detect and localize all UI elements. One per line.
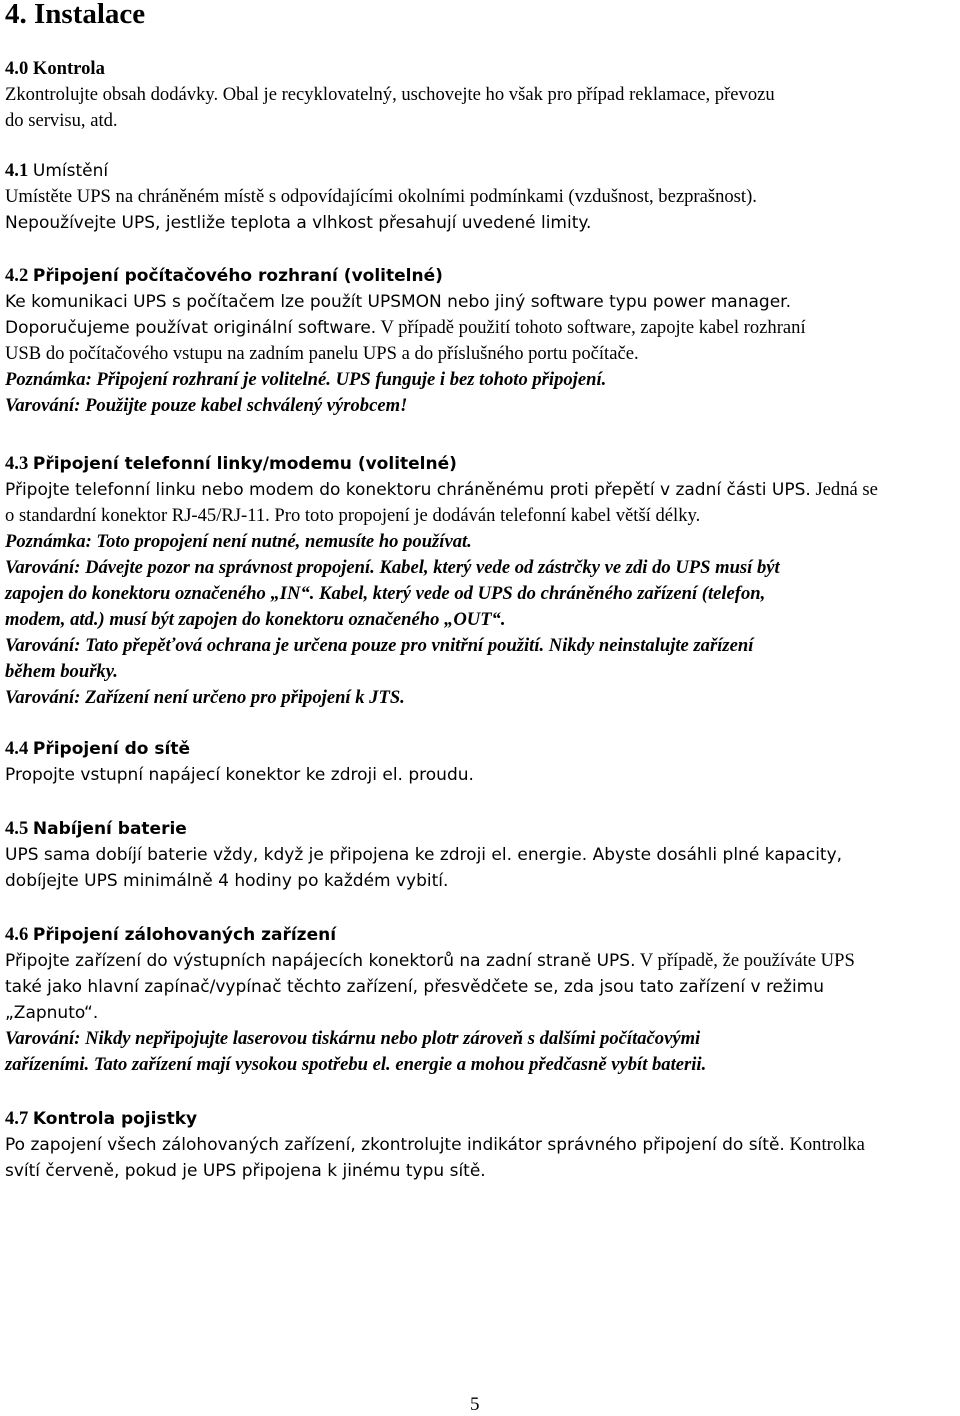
note-line: Poznámka: Připojení rozhraní je volitelné. UPS funguje i bez tohoto připojení.: [5, 369, 607, 390]
paragraph-line: Propojte vstupní napájecí konektor ke zdroji el. proudu.: [5, 765, 474, 785]
section-4-5: [5, 816, 957, 894]
section-4-3: [5, 451, 957, 711]
paragraph-line: svítí červeně, pokud je UPS připojena k jinému typu sítě.: [5, 1161, 486, 1181]
paragraph-line: Umístěte UPS na chráněném místě s odpovídajícími okolními podmínkami (vzdušnost, bezprašnost).: [5, 186, 757, 207]
section-heading: 4.7 Kontrola pojistky: [5, 1108, 198, 1129]
section-heading: 4.5 Nabíjení baterie: [5, 818, 187, 839]
section-heading: 4.1 Umístění: [5, 160, 109, 181]
warning-line: Varování: Zařízení není určeno pro připojení k JTS.: [5, 687, 405, 708]
section-4-4: [5, 736, 957, 788]
warning-line: zapojen do konektoru označeného „IN“. Kabel, který vede od UPS do chráněného zařízení (telefon,: [5, 583, 766, 604]
note-line: Poznámka: Toto propojení není nutné, nemusíte ho používat.: [5, 531, 472, 552]
paragraph-line: Doporučujeme používat originální software. V případě použití tohoto software, zapojte kabel rozhraní: [5, 317, 806, 338]
paragraph-line: Ke komunikaci UPS s počítačem lze použít UPSMON nebo jiný software typu power manager.: [5, 292, 792, 312]
paragraph-line: o standardní konektor RJ-45/RJ-11. Pro toto propojení je dodáván telefonní kabel větší délky.: [5, 505, 701, 526]
warning-line: Varování: Nikdy nepřipojujte laserovou tiskárnu nebo plotr zároveň s dalšími počítačovými: [5, 1028, 701, 1049]
paragraph-line: také jako hlavní zapínač/vypínač těchto zařízení, přesvědčete se, zda jsou tato zařízení v režimu: [5, 977, 824, 997]
warning-line: Varování: Tato přepěťová ochrana je určena pouze pro vnitřní použití. Nikdy neinstalujte zařízení: [5, 635, 754, 656]
section-4-1: [5, 158, 957, 236]
warning-line: během bouřky.: [5, 661, 118, 682]
page-number: 5: [470, 1394, 480, 1415]
section-4-2: [5, 263, 957, 419]
warning-line: modem, atd.) musí být zapojen do konektoru označeného „OUT“.: [5, 609, 506, 630]
warning-line: Varování: Použijte pouze kabel schválený výrobcem!: [5, 395, 408, 416]
page-title: 4. Instalace: [5, 0, 146, 30]
paragraph-line: Připojte telefonní linku nebo modem do konektoru chráněnému proti přepětí v zadní části UPS. Jedná se: [5, 479, 878, 500]
warning-line: Varování: Dávejte pozor na správnost propojení. Kabel, který vede od zástrčky ve zdi do UPS musí být: [5, 557, 780, 578]
section-heading: 4.6 Připojení zálohovaných zařízení: [5, 924, 337, 945]
section-heading: 4.0 Kontrola: [5, 58, 105, 79]
paragraph-line: do servisu, atd.: [5, 110, 118, 131]
warning-line: zařízeními. Tato zařízení mají vysokou spotřebu el. energie a mohou předčasně vybít baterii.: [5, 1054, 707, 1075]
section-4-0: [5, 56, 957, 134]
paragraph-line: Po zapojení všech zálohovaných zařízení, zkontrolujte indikátor správného připojení do sítě. Kontrolka: [5, 1134, 865, 1155]
paragraph-line: „Zapnuto“.: [5, 1003, 99, 1023]
section-heading: 4.3 Připojení telefonní linky/modemu (volitelné): [5, 453, 457, 474]
section-4-7: [5, 1106, 957, 1184]
paragraph-line: USB do počítačového vstupu na zadním panelu UPS a do příslušného portu počítače.: [5, 343, 639, 364]
paragraph-line: Nepoužívejte UPS, jestliže teplota a vlhkost přesahují uvedené limity.: [5, 213, 592, 233]
paragraph-line: UPS sama dobíjí baterie vždy, když je připojena ke zdroji el. energie. Abyste dosáhli plné kapacity,: [5, 845, 843, 865]
section-4-6: [5, 922, 957, 1078]
paragraph-line: Zkontrolujte obsah dodávky. Obal je recyklovatelný, uschovejte ho však pro případ reklamace, převozu: [5, 84, 775, 105]
section-heading: 4.4 Připojení do sítě: [5, 738, 190, 759]
paragraph-line: dobíjejte UPS minimálně 4 hodiny po každém vybití.: [5, 871, 449, 891]
section-heading: 4.2 Připojení počítačového rozhraní (volitelné): [5, 265, 443, 286]
paragraph-line: Připojte zařízení do výstupních napájecích konektorů na zadní straně UPS. V případě, že používáte UPS: [5, 950, 855, 971]
